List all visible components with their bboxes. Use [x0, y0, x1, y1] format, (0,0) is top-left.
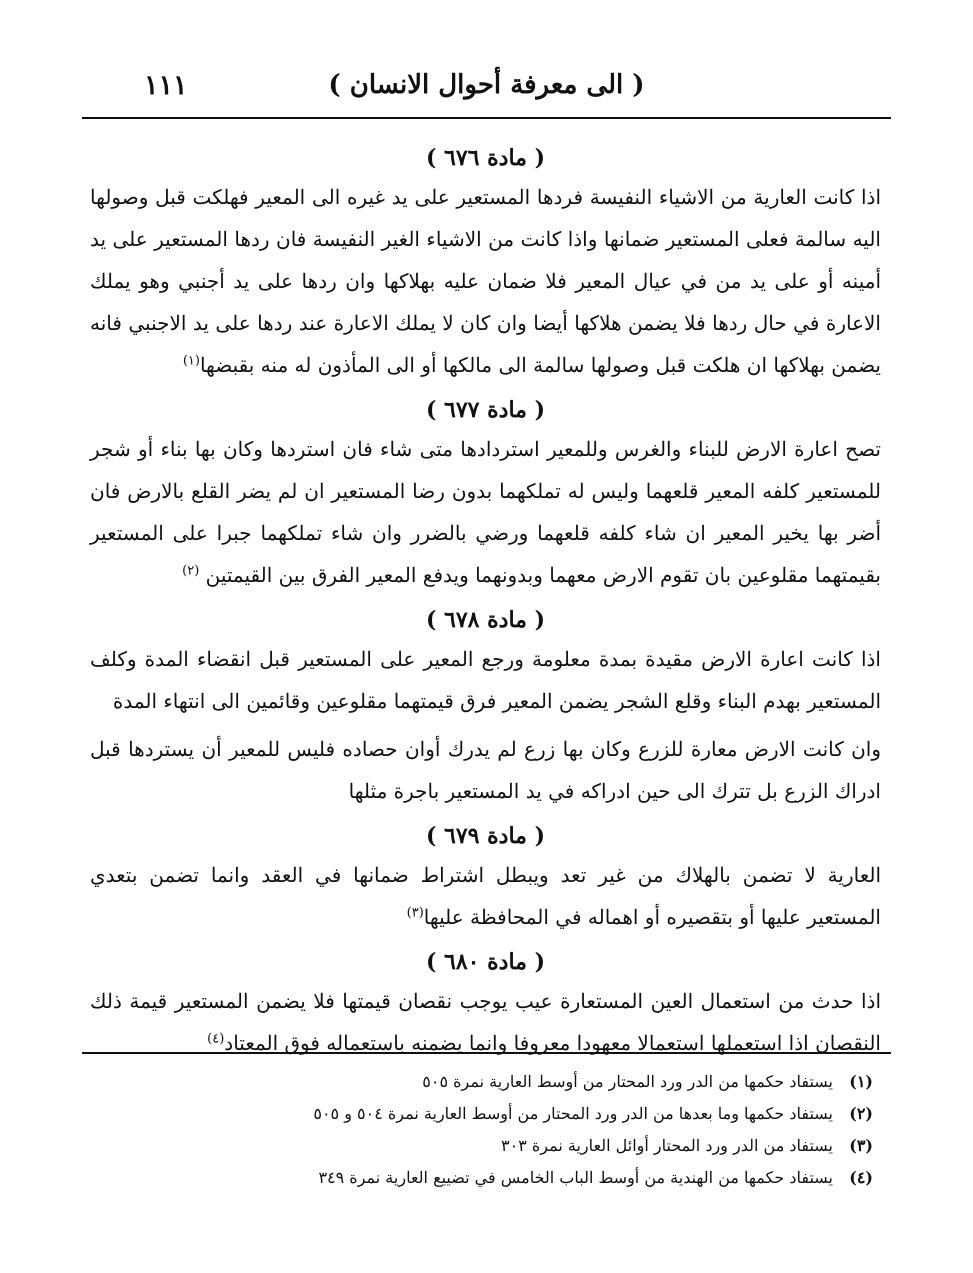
- article-text: [90, 854, 881, 938]
- page-body: [90, 140, 881, 1070]
- footnote-text: يستفاد من الدر ورد المحتار أوائل العارية نمرة ٣٠٣: [501, 1136, 833, 1155]
- footnote-text: يستفاد حكمها وما بعدها من الدر ورد المحتار من أوسط العارية نمرة ٥٠٤ و ٥٠٥: [313, 1104, 833, 1123]
- article-body: اذا كانت العارية من الاشياء النفيسة فردها المستعير على يد غيره الى المعير فهلكت قبل وصولها اليه سالمة فعلى المستعير ضمانها واذا كانت من الاشياء الغير النفيسة فان ردها المستعير على يد أمينه أو على يد من في عيال المعير فلا ضمان عليه بهلاكها وان ردها على يد أجنبي وهو يملك الاعارة في حال ردها فلا يضمن هلاكها أيضا وان كان لا يملك الاعارة عند ردها على يد الاجنبي فانه يضمن بهلاكها ان هلكت قبل وصولها سالمة الى مالكها أو الى المأذون له منه بقبضها: [90, 185, 881, 377]
- footnote-number: (٣): [849, 1136, 873, 1155]
- footnote-3: [200, 1130, 873, 1162]
- footnote-number: (٤): [849, 1168, 873, 1187]
- article-678: [90, 602, 881, 812]
- article-679: [90, 818, 881, 938]
- article-text: اذا كانت اعارة الارض مقيدة بمدة معلومة ورجع المعير على المستعير قبل انقضاء المدة وكلف المستعير بهدم البناء وقلع الشجر يضمن المعير فرق قيمتهما مقلوعين وقائمين الى انتهاء المدة: [90, 647, 881, 713]
- footnote-2: [200, 1098, 873, 1130]
- article-680: [90, 944, 881, 1064]
- article-text-second-paragraph: وان كانت الارض معارة للزرع وكان بها زرع لم يدرك أوان حصاده فليس للمعير أن يستردها قبل ادراك الزرع بل تترك الى حين ادراكه في يد المستعير باجرة مثلها: [90, 737, 881, 803]
- article-body: تصح اعارة الارض للبناء والغرس وللمعير استردادها متى شاء فان استردها وكان بها بناء أو شجر للمستعير كلفه المعير قلعهما وليس له تملكهما بدون رضا المستعير ان لم يضر القلع بالارض فان أضر بها يخير المعير ان شاء كلفه قلعهما ورضي بالضرر وان شاء تملكهما جبرا على المستعير بقيمتهما مقلوعين بان تقوم الارض معهما وبدونهما ويدفع المعير الفرق بين القيمتين: [90, 437, 881, 587]
- footnote-ref: (٢): [182, 563, 200, 579]
- article-677: [90, 392, 881, 596]
- footnote-number: (١): [849, 1072, 873, 1091]
- article-title: ( مادة ٦٨٠ ): [425, 949, 546, 975]
- footnote-text: يستفاد حكمها من الهندية من أوسط الباب الخامس في تضييع العارية نمرة ٣٤٩: [318, 1168, 833, 1187]
- footnote-ref: (١): [182, 353, 200, 369]
- footnote-text: يستفاد حكمها من الدر ورد المحتار من أوسط العارية نمرة ٥٠٥: [422, 1072, 833, 1091]
- footnotes: [200, 1066, 873, 1194]
- article-text: [90, 176, 881, 386]
- footnote-number: (٢): [849, 1104, 873, 1123]
- article-title: ( مادة ٦٧٨ ): [425, 607, 546, 633]
- running-title: ( الى معرفة أحوال الانسان ): [328, 70, 645, 100]
- footnote-4: [200, 1162, 873, 1194]
- footnote-rule: [82, 1052, 891, 1054]
- footnote-ref: (٣): [406, 905, 424, 921]
- article-body: اذا حدث من استعمال العين المستعارة عيب يوجب نقصان قيمتها فلا يضمن المستعير قيمة ذلك النقصان اذا استعملها استعمالا معهودا معروفا وانما يضمنه باستعماله فوق المعتاد: [90, 989, 881, 1055]
- article-text: [90, 428, 881, 596]
- page-header: [82, 66, 891, 110]
- article-title: ( مادة ٦٧٧ ): [425, 397, 546, 423]
- article-676: [90, 140, 881, 386]
- header-rule: [82, 117, 891, 119]
- page-number: ١١١: [144, 70, 188, 101]
- article-title: ( مادة ٦٧٦ ): [425, 145, 546, 171]
- article-title: ( مادة ٦٧٩ ): [425, 823, 546, 849]
- footnote-1: [200, 1066, 873, 1098]
- footnote-ref: (٤): [207, 1031, 225, 1047]
- article-body: العارية لا تضمن بالهلاك من غير تعد ويبطل اشتراط ضمانها في العقد وانما تضمن بتعدي المستعير عليها أو بتقصيره أو اهماله في المحافظة عليها: [90, 863, 881, 929]
